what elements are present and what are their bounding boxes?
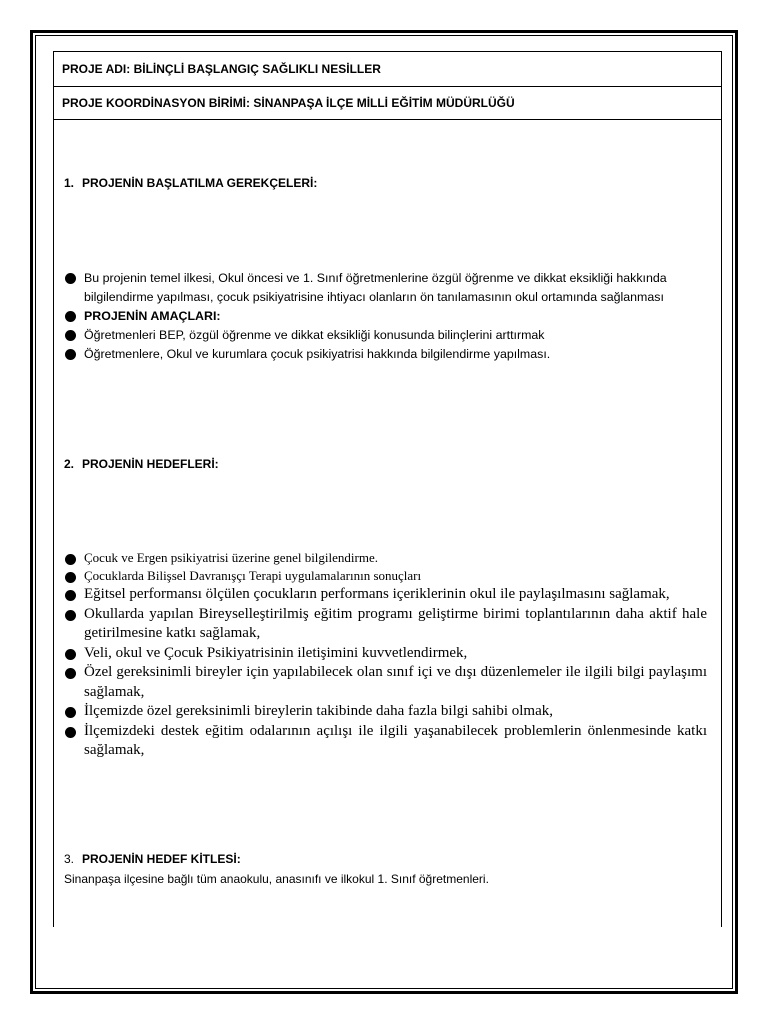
section2-heading (64, 457, 219, 471)
section3-title: PROJENİN HEDEF KİTLESİ: (82, 852, 241, 866)
bullet-icon (65, 727, 76, 738)
bullet-icon (65, 668, 76, 679)
document-table (53, 51, 722, 927)
bullet-icon (65, 330, 76, 341)
section2-title: PROJENİN HEDEFLERİ: (82, 457, 219, 471)
section1-title: PROJENİN BAŞLATILMA GEREKÇELERİ: (82, 176, 318, 190)
section2-number: 2. (64, 457, 75, 471)
list-item: Çocuk ve Ergen psikiyatrisi üzerine genel bilgilendirme. (64, 549, 707, 567)
coordination-unit-row (53, 86, 722, 120)
list-item: Veli, okul ve Çocuk Psikiyatrisinin iletişimini kuvvetlendirmek, (64, 644, 707, 664)
bullet-icon (65, 707, 76, 718)
bullet-icon (65, 349, 76, 360)
list-item: Okullarda yapılan Bireyselleştirilmiş eğitim programı geliştirme birimi toplantılarının daha aktif hale getirilmesine katkı sağlamak, (64, 605, 707, 644)
list-item: Eğitsel performansı ölçülen çocukların performans içeriklerinin okul ile paylaşılmasını sağlamak, (64, 585, 707, 605)
list-item: Bu projenin temel ilkesi, Okul öncesi ve 1. Sınıf öğretmenlerine özgül öğrenme ve dikkat eksikliği hakkında bilgilendirme yapılması, çocuk psikiyatrisine ihtiyacı olanların ön tanılamasının okul ortamında sağlanması (64, 269, 707, 307)
section3-text: Sinanpaşa ilçesine bağlı tüm anaokulu, anasınıfı ve ilkokul 1. Sınıf öğretmenleri. (64, 872, 489, 886)
coordination-unit: PROJE KOORDİNASYON BİRİMİ: SİNANPAŞA İLÇE MİLLİ EĞİTİM MÜDÜRLÜĞÜ (62, 96, 515, 110)
list-item: PROJENİN AMAÇLARI: (64, 307, 707, 326)
bullet-icon (65, 572, 76, 583)
list-item: Özel gereksinimli bireyler için yapılabilecek olan sınıf içi ve dışı düzenlemeler ile ilgili bilgi paylaşımı sağlamak, (64, 663, 707, 702)
bullet-icon (65, 590, 76, 601)
project-name: PROJE ADI: BİLİNÇLİ BAŞLANGIÇ SAĞLIKLI NESİLLER (62, 62, 381, 76)
bullet-icon (65, 311, 76, 322)
list-item: Çocuklarda Bilişsel Davranışçı Terapi uygulamalarının sonuçları (64, 567, 707, 585)
bullet-icon (65, 610, 76, 621)
section2-bullet-list (64, 549, 707, 761)
content-cell (53, 120, 722, 927)
section1-heading (64, 176, 317, 190)
list-item: İlçemizde özel gereksinimli bireylerin takibinde daha fazla bilgi sahibi olmak, (64, 702, 707, 722)
list-item: Öğretmenleri BEP, özgül öğrenme ve dikkat eksikliği konusunda bilinçlerini arttırmak (64, 326, 707, 345)
list-item: İlçemizdeki destek eğitim odalarının açılışı ile ilgili yaşanabilecek problemlerin önlenmesinde katkı sağlamak, (64, 722, 707, 761)
section1-bullet-list (64, 269, 707, 364)
section3-heading (64, 852, 241, 866)
project-name-row (53, 51, 722, 86)
bullet-icon (65, 649, 76, 660)
list-item: Öğretmenlere, Okul ve kurumlara çocuk psikiyatrisi hakkında bilgilendirme yapılması. (64, 345, 707, 364)
bullet-icon (65, 554, 76, 565)
section3-number: 3. (64, 852, 75, 866)
section1-number: 1. (64, 176, 75, 190)
bullet-icon (65, 273, 76, 284)
